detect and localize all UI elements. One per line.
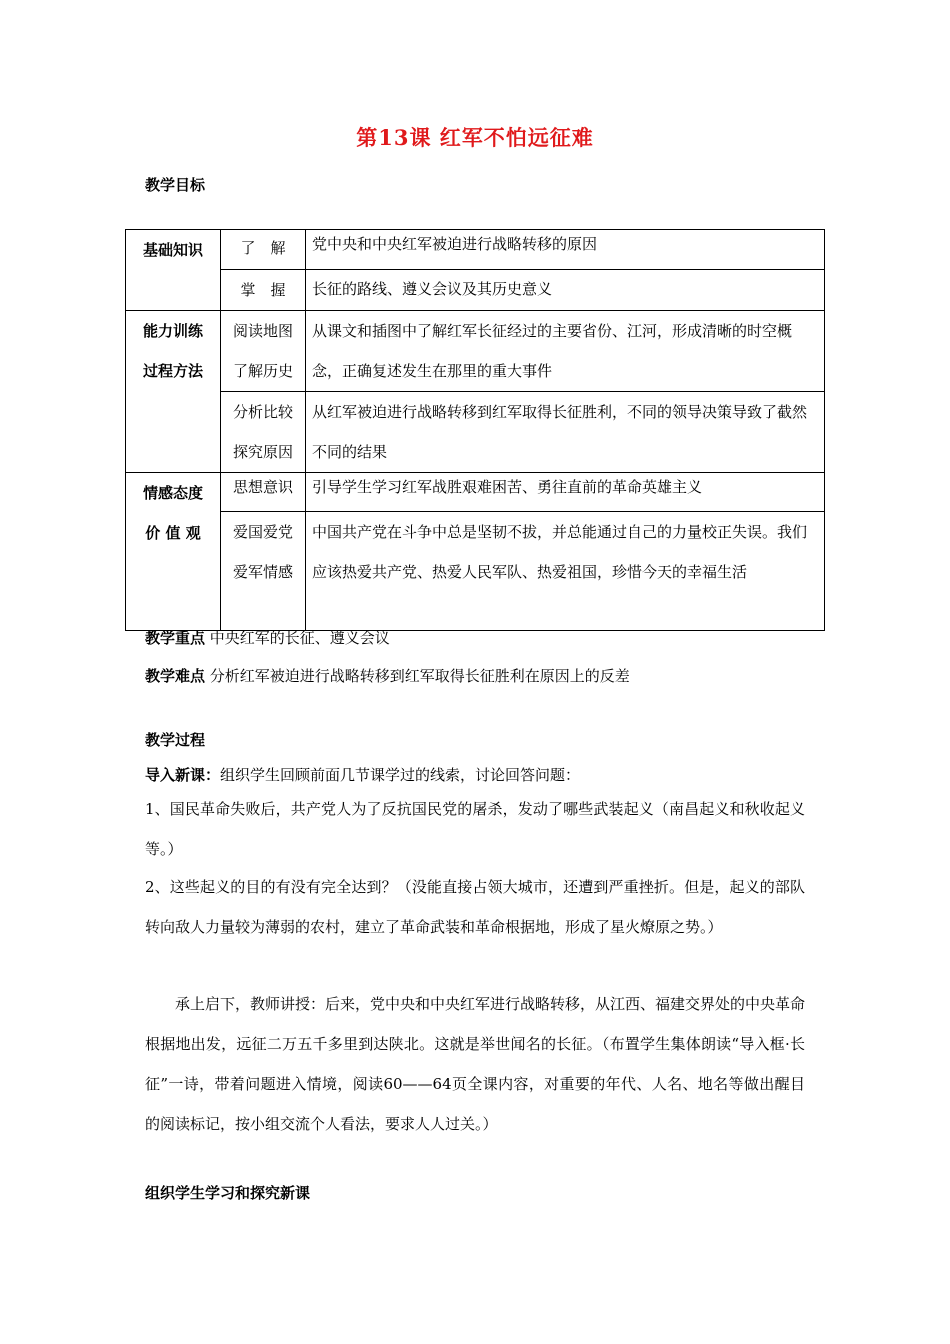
sub-line: 阅读地图 xyxy=(232,322,293,340)
new-lesson-heading: 组织学生学习和探究新课 xyxy=(145,1184,311,1202)
difficult-point xyxy=(145,656,805,696)
description-cell: 党中央和中央红军被迫进行战略转移的原因 xyxy=(306,230,825,270)
description-cell: 从课文和插图中了解红军长征经过的主要省份、江河，形成清晰的时空概念，正确复述发生在那里的重大事件 xyxy=(306,311,825,392)
sub-category xyxy=(221,512,306,631)
sub-category: 掌 握 xyxy=(221,270,306,311)
key-point xyxy=(145,618,805,658)
category-emotion xyxy=(126,473,221,631)
sub-line: 爱军情感 xyxy=(232,563,293,581)
difficult-point-text: 分析红军被迫进行战略转移到红军取得长征胜利在原因上的反差 xyxy=(209,667,630,685)
question-2: 2、这些起义的目的有没有完全达到？（没能直接占领大城市，还遭到严重挫折。但是，起义的部队转向敌人力量较为薄弱的农村，建立了革命武装和革命根据地，形成了星火燎原之势。） xyxy=(145,878,805,936)
table-row xyxy=(126,230,825,270)
table-row xyxy=(126,512,825,631)
description-cell: 中国共产党在斗争中总是坚韧不拔，并总能通过自己的力量校正失误。我们应该热爱共产党、热爱人民军队、热爱祖国，珍惜今天的幸福生活 xyxy=(306,512,825,631)
sub-category xyxy=(221,392,306,473)
description-cell: 长征的路线、遵义会议及其历史意义 xyxy=(306,270,825,311)
category-line: 过程方法 xyxy=(142,362,203,380)
description-cell: 引导学生学习红军战胜艰难困苦、勇往直前的革命英雄主义 xyxy=(306,473,825,512)
intro-label: 导入新课： xyxy=(145,766,221,784)
transition-paragraph: 承上启下，教师讲授：后来，党中央和中央红军进行战略转移，从江西、福建交界处的中央革命根据地出发，远征二万五千多里到达陕北。这就是举世闻名的长征。（布置学生集体朗读“导入框·长征”一诗，带着问题进入情境，阅读60——64页全课内容，对重要的年代、人名、地名等做出醒目的阅读标记，按小组交流个人看法，要求人人过关。） xyxy=(145,995,806,1133)
table-row xyxy=(126,311,825,392)
sub-category: 了 解 xyxy=(221,230,306,270)
sub-line: 爱国爱党 xyxy=(232,523,293,541)
process-heading: 教学过程 xyxy=(145,731,206,749)
category-line: 情感态度 xyxy=(142,484,203,502)
sub-category xyxy=(221,311,306,392)
lesson-title: 第13课 红军不怕远征难 xyxy=(356,125,594,150)
category-ability xyxy=(126,311,221,473)
category-basic-knowledge: 基础知识 xyxy=(126,230,221,311)
key-point-text: 中央红军的长征、遵义会议 xyxy=(209,629,390,647)
question-1: 1、国民革命失败后，共产党人为了反抗国民党的屠杀，发动了哪些武装起义（南昌起义和秋收起义等。） xyxy=(145,800,805,858)
sub-line: 分析比较 xyxy=(232,403,293,421)
category-line: 能力训练 xyxy=(142,322,203,340)
objectives-table xyxy=(125,229,825,631)
sub-line: 了解历史 xyxy=(232,362,293,380)
sub-category: 思想意识 xyxy=(221,473,306,512)
difficult-point-label: 教学难点 xyxy=(145,667,206,685)
sub-line: 探究原因 xyxy=(232,443,293,461)
description-cell: 从红军被迫进行战略转移到红军取得长征胜利，不同的领导决策导致了截然不同的结果 xyxy=(306,392,825,473)
table-row xyxy=(126,270,825,311)
key-point-label: 教学重点 xyxy=(145,629,206,647)
category-line: 价 值 观 xyxy=(145,524,201,542)
table-row xyxy=(126,473,825,512)
table-row xyxy=(126,392,825,473)
intro-text: 组织学生回顾前面几节课学过的线索，讨论回答问题： xyxy=(220,766,581,784)
objectives-heading: 教学目标 xyxy=(145,176,206,194)
